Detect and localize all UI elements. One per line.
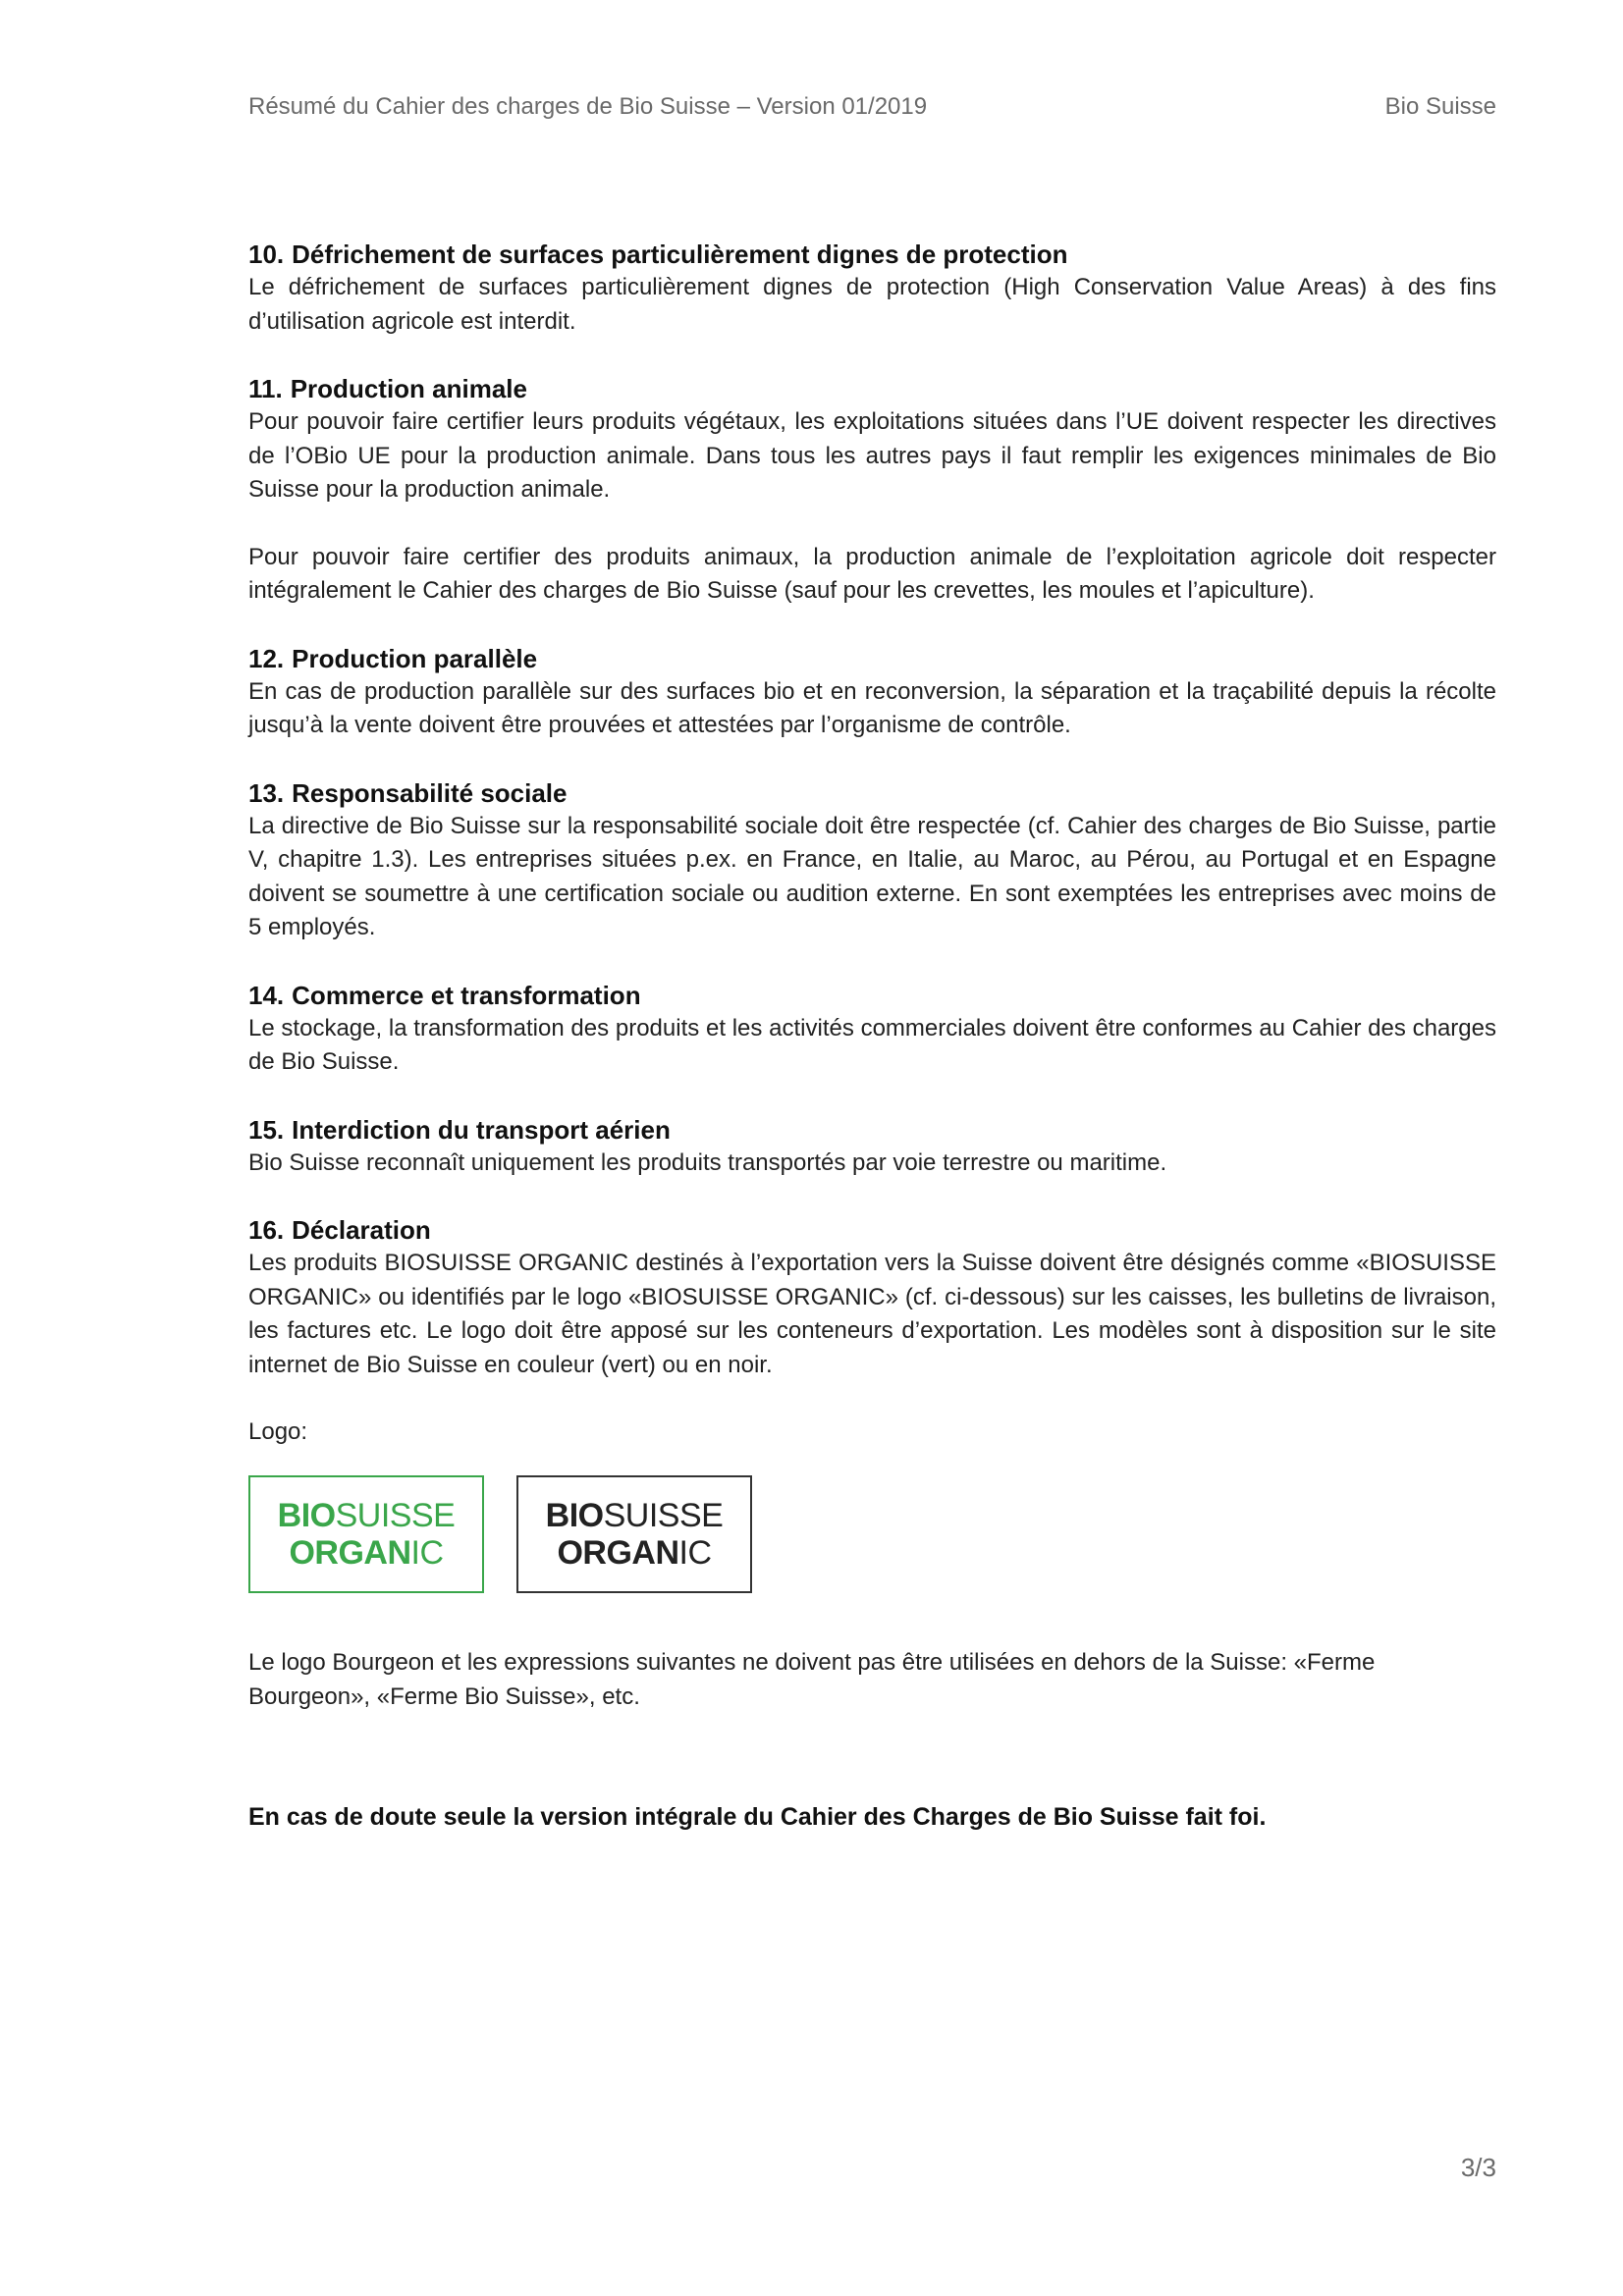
section-number: 16. bbox=[248, 1215, 285, 1245]
section-title: Défrichement de surfaces particulièrement dignes de protection bbox=[292, 240, 1068, 269]
section-paragraph: Bio Suisse reconnaît uniquement les produits transportés par voie terrestre ou maritime. bbox=[248, 1148, 1167, 1176]
section-heading bbox=[248, 238, 1496, 271]
page-number: 3/3 bbox=[1460, 2153, 1496, 2182]
header-organization: Bio Suisse bbox=[1384, 93, 1496, 120]
section-title: Commerce et transformation bbox=[292, 980, 641, 1010]
section-paragraph: La directive de Bio Suisse sur la responsabilité sociale doit être respectée (cf. Cahier des charges de Bio Suisse, partie V, chapitre 1.3). Les entreprises situées p.ex. en France, en Italie, au Maroc, au Pérou, au Portugal et en Espagne doivent se soumettre à une certification sociale ou audition externe. En sont exemptées les entreprises avec moins de 5 employés. bbox=[248, 812, 1496, 940]
page-header bbox=[248, 93, 1496, 133]
logo-label: Logo: bbox=[248, 1418, 308, 1445]
section-paragraph: Les produits BIOSUISSE ORGANIC destinés à l’exportation vers la Suisse doivent être désignés comme «BIOSUISSE ORGANIC» ou identifiés par le logo «BIOSUISSE ORGANIC» (cf. ci-dessous) sur les caisses, les bulletins de livraison, les factures etc. Le logo doit être apposé sur les conteneurs d’exportation. Les modèles sont à disposition sur le site internet de Bio Suisse en couleur (vert) ou en noir. bbox=[248, 1250, 1496, 1378]
document-body bbox=[248, 238, 1496, 1834]
section-paragraph: Le stockage, la transformation des produits et les activités commerciales doivent être conformes au Cahier des charges de Bio Suisse. bbox=[248, 1014, 1496, 1075]
logo-row bbox=[248, 1475, 1496, 1597]
logo-text-ic: IC bbox=[410, 1534, 444, 1572]
logo-text-organ: ORGAN bbox=[289, 1534, 411, 1572]
section-15 bbox=[248, 1113, 1496, 1181]
section-paragraph: En cas de production parallèle sur des surfaces bio et en reconversion, la séparation et la traçabilité depuis la récolte jusqu’à la vente doivent être prouvées et attestées par l’organisme de contrôle. bbox=[248, 677, 1496, 738]
logo-text-suisse: SUISSE bbox=[603, 1497, 724, 1534]
header-document-title: Résumé du Cahier des charges de Bio Suisse – Version 01/2019 bbox=[248, 93, 928, 120]
section-heading bbox=[248, 776, 1496, 810]
section-heading bbox=[248, 1213, 1496, 1247]
section-12 bbox=[248, 642, 1496, 743]
usage-note: Le logo Bourgeon et les expressions suivantes ne doivent pas être utilisées en dehors de la Suisse: «Ferme Bourgeon», «Ferme Bio Suisse», etc. bbox=[248, 1649, 1376, 1710]
section-paragraph: Pour pouvoir faire certifier leurs produits végétaux, les exploitations situées dans l’UE doivent respecter les directives de l’OBio UE pour la production animale. Dans tous les autres pays il faut remplir les exigences minimales de Bio Suisse pour la production animale. bbox=[248, 408, 1496, 503]
section-16 bbox=[248, 1213, 1496, 1382]
section-number: 12. bbox=[248, 643, 285, 673]
section-11 bbox=[248, 372, 1496, 609]
section-heading bbox=[248, 372, 1496, 405]
section-paragraph: Le défrichement de surfaces particulièrement dignes de protection (High Conservation Value Areas) à des fins d’utilisation agricole est interdit. bbox=[248, 274, 1496, 335]
section-heading bbox=[248, 979, 1496, 1012]
section-10 bbox=[248, 238, 1496, 339]
section-title: Responsabilité sociale bbox=[292, 777, 568, 808]
section-heading bbox=[248, 642, 1496, 675]
logo-text-organ: ORGAN bbox=[557, 1534, 679, 1572]
final-statement: En cas de doute seule la version intégrale du Cahier des Charges de Bio Suisse fait foi. bbox=[248, 1803, 1267, 1831]
section-heading bbox=[248, 1113, 1496, 1147]
section-number: 15. bbox=[248, 1114, 285, 1145]
section-number: 13. bbox=[248, 777, 285, 808]
section-number: 10. bbox=[248, 240, 285, 269]
logo-text-ic: IC bbox=[678, 1534, 712, 1572]
section-title: Interdiction du transport aérien bbox=[292, 1114, 671, 1145]
logo-text-suisse: SUISSE bbox=[335, 1497, 456, 1534]
section-number: 11. bbox=[248, 374, 283, 403]
section-title: Production animale bbox=[290, 374, 527, 403]
biosuisse-organic-logo-black bbox=[516, 1475, 752, 1593]
section-number: 14. bbox=[248, 980, 285, 1010]
logo-text-bio: BIO bbox=[545, 1497, 604, 1534]
section-paragraph: Pour pouvoir faire certifier des produits animaux, la production animale de l’exploitation agricole doit respecter intégralement le Cahier des charges de Bio Suisse (sauf pour les crevettes, les moules et l’apiculture). bbox=[248, 543, 1496, 604]
section-13 bbox=[248, 776, 1496, 945]
biosuisse-organic-logo-green bbox=[248, 1475, 484, 1593]
section-title: Production parallèle bbox=[292, 643, 538, 673]
logo-text-bio: BIO bbox=[277, 1497, 336, 1534]
section-title: Déclaration bbox=[292, 1215, 431, 1245]
section-14 bbox=[248, 979, 1496, 1080]
